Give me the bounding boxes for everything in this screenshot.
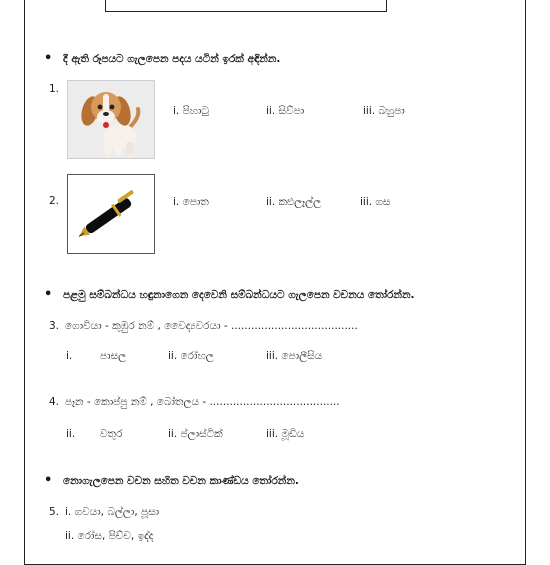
instruction-2: පළමු සම්බන්ධය හඳුනාගෙන දෙවෙනි සම්බන්ධයට ගැලපෙන වචනය තෝරන්න. bbox=[63, 289, 415, 301]
q5-option-2[interactable]: ii. රෝස, පිච්ච, ඉද්ද bbox=[65, 530, 154, 542]
q1-option-2[interactable]: ii. සිව්පා bbox=[266, 105, 305, 117]
question-5-number: 5. bbox=[49, 506, 60, 518]
question-4-prompt: පෑන - කොප්පු නම් , බෝතලය - ....................................... bbox=[65, 396, 340, 408]
q2-option-3[interactable]: iii. ගස bbox=[360, 196, 391, 208]
q4-option-2[interactable]: ii. ප්ලාස්ටික් bbox=[168, 428, 223, 440]
q2-option-2[interactable]: ii. කළුලෑල්ල bbox=[266, 196, 322, 208]
bullet-2: • bbox=[44, 287, 53, 302]
q3-option-1-numeral: i. bbox=[66, 350, 73, 362]
q5-option-1[interactable]: i. ගවයා, බල්ලා, පූසා bbox=[65, 506, 160, 518]
pen-image bbox=[67, 174, 155, 254]
dog-icon bbox=[68, 81, 154, 158]
question-2-number: 2. bbox=[49, 195, 60, 207]
title-box bbox=[105, 0, 387, 12]
q3-option-3[interactable]: iii. පොලීසිය bbox=[266, 350, 323, 362]
q2-option-1[interactable]: i. පොත bbox=[173, 196, 209, 208]
q4-option-1-numeral: ii. bbox=[66, 428, 76, 440]
question-1-number: 1. bbox=[49, 83, 60, 95]
bullet-1: • bbox=[44, 51, 53, 66]
q3-option-2[interactable]: ii. රෝහල bbox=[168, 350, 214, 362]
q1-option-3[interactable]: iii. බහුපා bbox=[363, 105, 405, 117]
q3-option-1[interactable]: පාසල bbox=[100, 350, 127, 362]
instruction-3: නොගැලපෙන වචන සහිත වචන කාණ්ඩය තෝරන්න. bbox=[63, 475, 299, 487]
pen-icon bbox=[68, 175, 154, 253]
q4-option-3[interactable]: iii. මූඩිය bbox=[266, 428, 305, 440]
instruction-1: දී ඇති රූපයට ගැලපෙන පදය යටින් ඉරක් අඳින්න. bbox=[63, 53, 281, 65]
bullet-3: • bbox=[44, 473, 53, 488]
question-3-prompt: ගොවියා - කුඹුර නම් , වෛද්‍යවරයා - ...................................... bbox=[65, 320, 358, 332]
q4-option-1[interactable]: වතුර bbox=[100, 428, 123, 440]
dog-image bbox=[67, 80, 155, 159]
question-4-number: 4. bbox=[49, 396, 60, 408]
question-3-number: 3. bbox=[49, 320, 60, 332]
q1-option-1[interactable]: i. පිහාටු bbox=[173, 105, 209, 117]
